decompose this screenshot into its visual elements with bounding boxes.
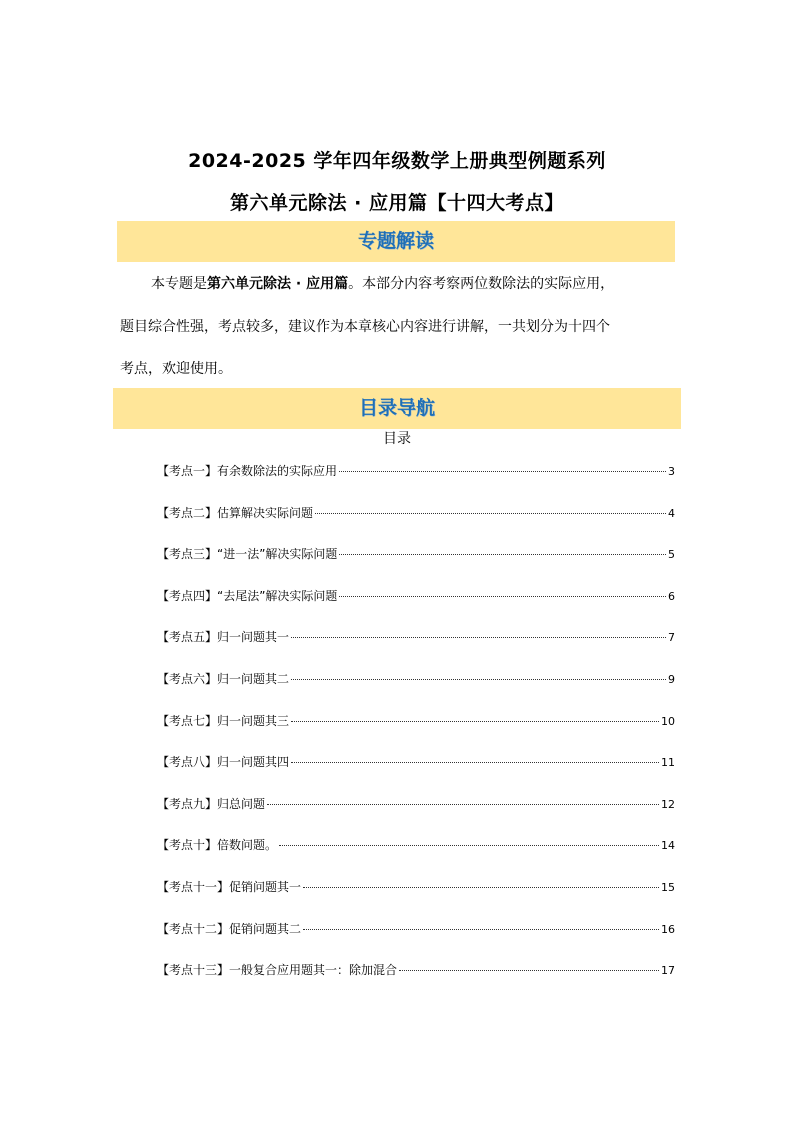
toc-entry-page: 14 xyxy=(661,839,675,853)
toc-leader-dots xyxy=(267,803,659,805)
intro-bold-text: 第六单元除法 · 应用篇 xyxy=(207,276,349,292)
toc-entry-page: 11 xyxy=(661,756,675,770)
section-heading-toc: 目录导航 xyxy=(113,388,681,429)
toc-entry[interactable] xyxy=(157,919,675,961)
toc-leader-dots xyxy=(339,595,666,597)
section-heading-intro: 专题解读 xyxy=(117,221,675,262)
toc-entry[interactable] xyxy=(157,835,675,877)
toc-entry-label: 【考点六】归一问题其二 xyxy=(157,671,290,686)
toc-leader-dots xyxy=(291,636,666,638)
toc-entry-page: 12 xyxy=(661,797,675,811)
toc-entry-label: 【考点一】有余数除法的实际应用 xyxy=(157,464,338,478)
toc-entry-label: 【考点七】归一问题其三 xyxy=(157,713,290,728)
toc-leader-dots xyxy=(399,969,659,971)
toc-leader-dots xyxy=(315,512,666,514)
toc-entry-label: 【考点二】估算解决实际问题 xyxy=(157,505,314,520)
toc-entry-page: 4 xyxy=(668,506,675,520)
toc-entry-page: 7 xyxy=(668,631,675,645)
toc-entry-page: 5 xyxy=(668,548,675,562)
toc-entry-label: 【考点五】归一问题其一 xyxy=(157,630,290,645)
toc-entry[interactable] xyxy=(157,461,675,503)
intro-paragraph-line-2: 题目综合性强，考点较多，建议作为本章核心内容进行讲解，一共划分为十四个 xyxy=(120,319,610,335)
toc-title: 目录 xyxy=(383,431,411,447)
toc-leader-dots xyxy=(291,720,659,722)
document-title: 2024-2025 学年四年级数学上册典型例题系列 xyxy=(188,150,606,172)
toc-entry[interactable] xyxy=(157,960,675,1002)
toc-entry-label: 【考点十一】促销问题其一 xyxy=(157,879,302,894)
toc-entry-label: 【考点十三】一般复合应用题其一：除加混合 xyxy=(157,963,398,978)
toc-leader-dots xyxy=(339,553,666,555)
intro-paragraph-line-3: 考点，欢迎使用。 xyxy=(120,361,232,377)
toc-entry[interactable] xyxy=(157,627,675,669)
toc-leader-dots xyxy=(339,470,666,472)
toc-entry[interactable] xyxy=(157,544,675,586)
intro-paragraph-line-1 xyxy=(120,274,680,294)
toc-entry[interactable] xyxy=(157,586,675,628)
toc-entry-label: 【考点八】归一问题其四 xyxy=(157,755,290,770)
toc-entry-page: 17 xyxy=(661,964,675,978)
toc-entry-label: 【考点十二】促销问题其二 xyxy=(157,921,302,936)
toc-entry[interactable] xyxy=(157,794,675,836)
toc-entry[interactable] xyxy=(157,503,675,545)
toc-entry-label: 【考点十】倍数问题。 xyxy=(157,838,278,853)
toc-entry-page: 10 xyxy=(661,714,675,728)
toc-entry-page: 9 xyxy=(668,672,675,686)
toc-entry-label: 【考点九】归总问题 xyxy=(157,796,266,811)
intro-text: 。本部分内容考察两位数除法的实际应用， xyxy=(348,276,615,292)
toc-leader-dots xyxy=(291,761,659,763)
intro-text: 本专题是 xyxy=(151,276,207,292)
toc-entry[interactable] xyxy=(157,711,675,753)
document-subtitle: 第六单元除法 · 应用篇【十四大考点】 xyxy=(230,192,564,214)
toc-entry[interactable] xyxy=(157,877,675,919)
toc-entry-page: 6 xyxy=(668,589,675,603)
toc-entry-label: 【考点三】“进一法”解决实际问题 xyxy=(157,547,338,562)
toc-entry-page: 16 xyxy=(661,922,675,936)
table-of-contents xyxy=(157,461,675,1002)
toc-entry-label: 【考点四】“去尾法”解决实际问题 xyxy=(157,588,338,603)
toc-entry-page: 3 xyxy=(668,465,675,478)
toc-entry[interactable] xyxy=(157,669,675,711)
toc-leader-dots xyxy=(303,886,659,888)
toc-entry-page: 15 xyxy=(661,880,675,894)
toc-entry[interactable] xyxy=(157,752,675,794)
toc-leader-dots xyxy=(303,928,659,930)
toc-leader-dots xyxy=(291,678,666,680)
toc-leader-dots xyxy=(279,844,659,846)
